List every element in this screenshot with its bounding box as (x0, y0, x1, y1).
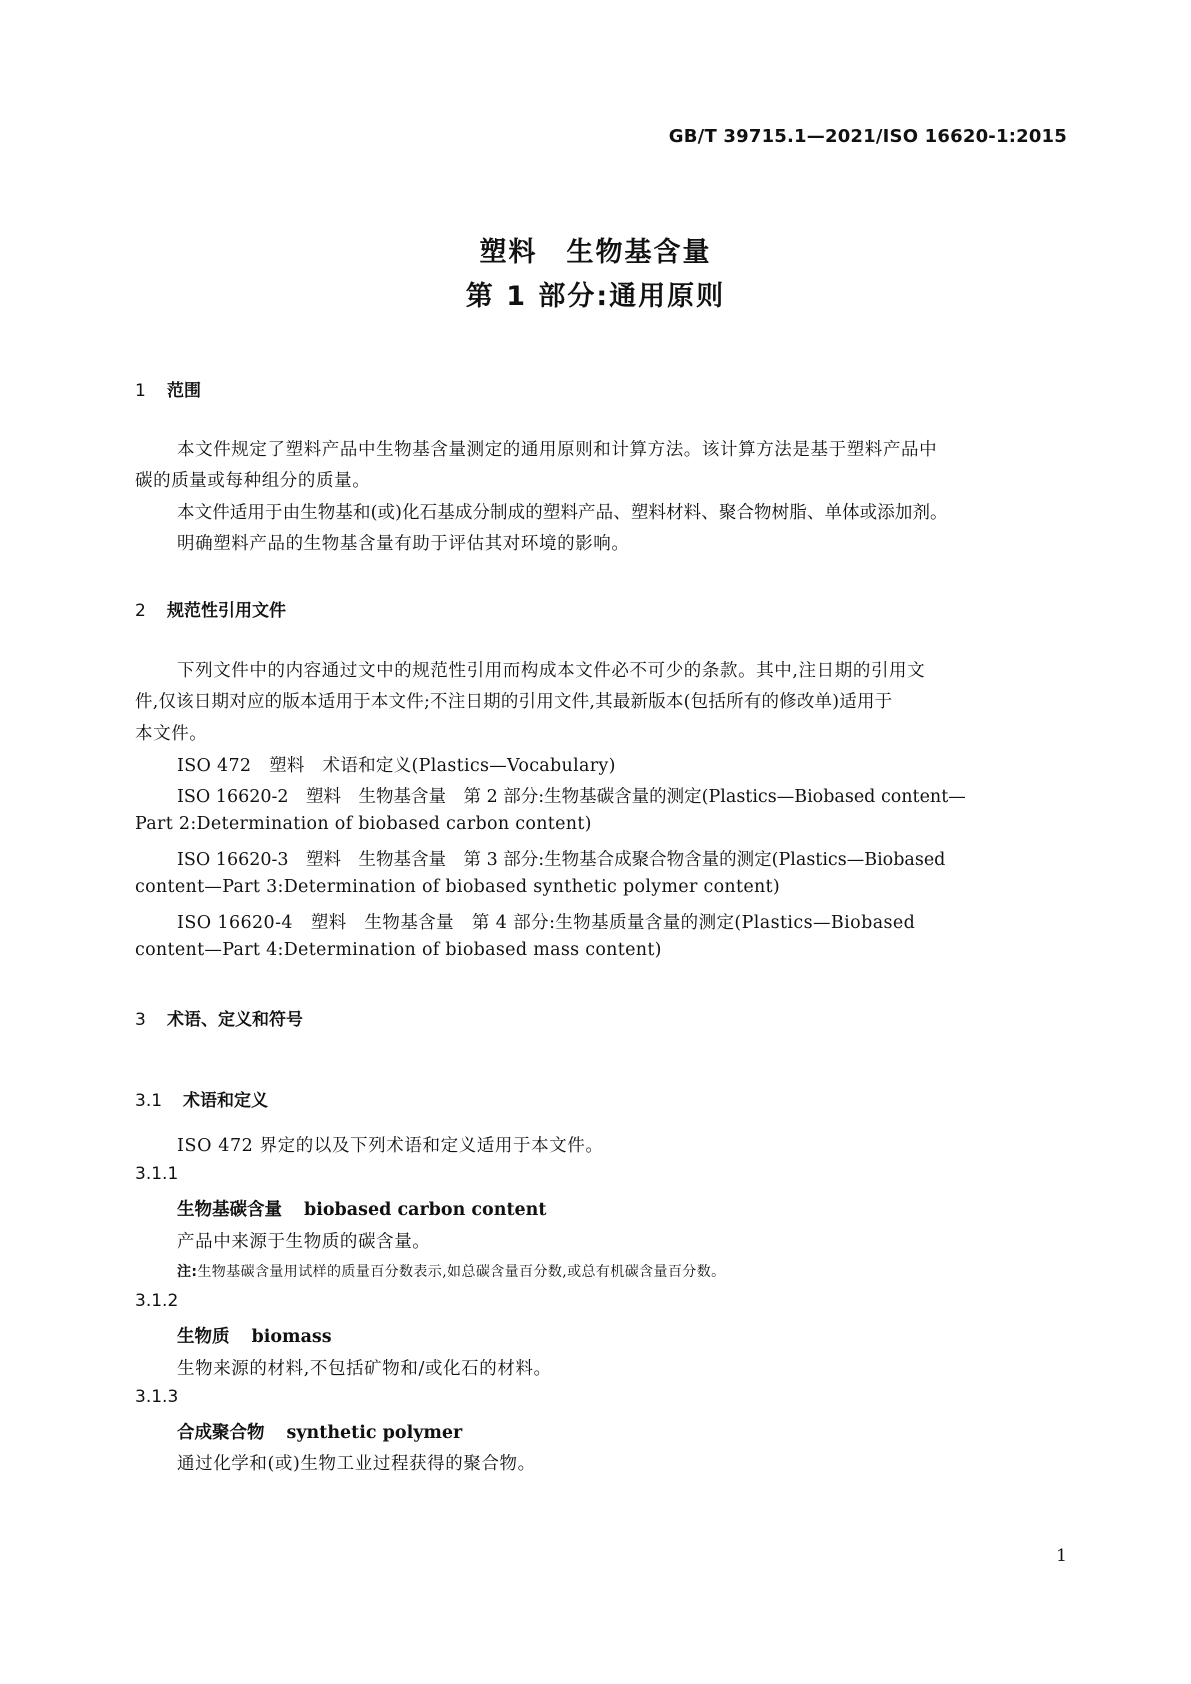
paragraph: ISO 472 界定的以及下列术语和定义适用于本文件。 (177, 1136, 604, 1156)
reference-item: ISO 472 塑料 术语和定义(Plastics—Vocabulary) (177, 756, 616, 776)
term-note (177, 1261, 726, 1281)
standard-number: GB/T 39715.1—2021/ISO 16620-1:2015 (668, 126, 1067, 147)
term-chinese: 生物质 (177, 1327, 230, 1347)
paragraph: 本文件。 (135, 724, 208, 744)
section-1-heading (135, 376, 201, 401)
section-2-heading (135, 596, 286, 621)
document-title: 塑料 生物基含量 (479, 237, 712, 268)
term-english: synthetic polymer (286, 1423, 463, 1443)
term-english: biobased carbon content (304, 1200, 547, 1220)
paragraph: 下列文件中的内容通过文中的规范性引用而构成本文件必不可少的条款。其中,注日期的引用文 (177, 661, 926, 681)
page-number: 1 (1056, 1546, 1067, 1566)
subsection-number: 3.1 (135, 1091, 163, 1111)
paragraph: 件,仅该日期对应的版本适用于本文件;不注日期的引用文件,其最新版本(包括所有的修改单)适用于 (135, 692, 893, 712)
note-text: 生物基碳含量用试样的质量百分数表示,如总碳含量百分数,或总有机碳含量百分数。 (197, 1264, 726, 1280)
term-definition: 通过化学和(或)生物工业过程获得的聚合物。 (177, 1454, 536, 1474)
term-number: 3.1.2 (135, 1291, 179, 1311)
term-chinese: 合成聚合物 (177, 1423, 265, 1443)
section-number: 1 (135, 381, 146, 401)
paragraph: 本文件规定了塑料产品中生物基含量测定的通用原则和计算方法。该计算方法是基于塑料产品中 (177, 440, 938, 460)
section-number: 3 (135, 1010, 146, 1030)
subsection-title: 术语和定义 (183, 1091, 268, 1111)
term-number: 3.1.3 (135, 1387, 179, 1407)
term-chinese: 生物基碳含量 (177, 1200, 282, 1220)
reference-item: ISO 16620-4 塑料 生物基含量 第 4 部分:生物基质量含量的测定(Plastics—Biobased (177, 913, 916, 933)
paragraph: 碳的质量或每种组分的质量。 (135, 471, 371, 491)
term-definition: 产品中来源于生物质的碳含量。 (177, 1232, 431, 1252)
section-title: 规范性引用文件 (167, 601, 286, 621)
reference-item: ISO 16620-3 塑料 生物基含量 第 3 部分:生物基合成聚合物含量的测定(Plastics—Biobased (177, 850, 946, 870)
term-entry (177, 1323, 332, 1348)
reference-item: ISO 16620-2 塑料 生物基含量 第 2 部分:生物基碳含量的测定(Plastics—Biobased content— (177, 787, 966, 807)
reference-item-continued: Part 2:Determination of biobased carbon content) (135, 814, 592, 834)
paragraph: 明确塑料产品的生物基含量有助于评估其对环境的影响。 (177, 534, 630, 554)
term-entry (177, 1419, 462, 1444)
section-number: 2 (135, 601, 146, 621)
term-entry (177, 1196, 546, 1221)
section-title: 范围 (167, 381, 201, 401)
section-title: 术语、定义和符号 (167, 1010, 303, 1030)
term-english: biomass (251, 1327, 332, 1347)
reference-item-continued: content—Part 3:Determination of biobased synthetic polymer content) (135, 877, 781, 897)
note-label: 注: (177, 1264, 198, 1280)
subsection-3-1-heading (135, 1086, 268, 1111)
section-3-heading (135, 1005, 303, 1030)
reference-item-continued: content—Part 4:Determination of biobased mass content) (135, 940, 662, 960)
paragraph: 本文件适用于由生物基和(或)化石基成分制成的塑料产品、塑料材料、聚合物树脂、单体或添加剂。 (177, 503, 948, 523)
term-definition: 生物来源的材料,不包括矿物和/或化石的材料。 (177, 1359, 552, 1379)
term-number: 3.1.1 (135, 1164, 179, 1184)
document-subtitle: 第 1 部分:通用原则 (465, 281, 726, 312)
